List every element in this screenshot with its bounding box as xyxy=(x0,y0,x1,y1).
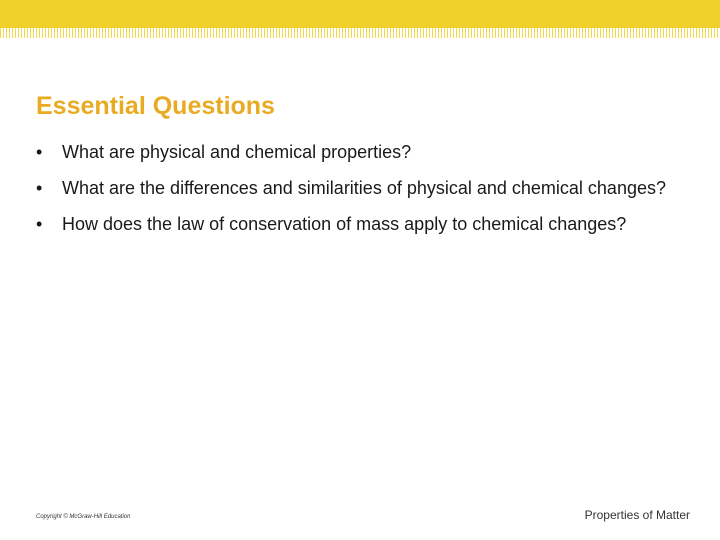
footer-section-title: Properties of Matter xyxy=(584,508,690,522)
bullet-item xyxy=(36,140,676,164)
slide-title: Essential Questions xyxy=(36,92,275,120)
bullet-text: What are physical and chemical properties? xyxy=(62,142,412,162)
bullet-marker: • xyxy=(36,142,43,162)
bullet-item xyxy=(36,176,676,200)
bullet-text: How does the law of conservation of mass apply to chemical changes? xyxy=(62,214,627,234)
copyright-notice: Copyright © McGraw-Hill Education xyxy=(36,514,131,520)
bullet-item xyxy=(36,212,676,236)
header-band xyxy=(0,0,720,28)
bullet-marker: • xyxy=(36,178,43,198)
bullet-list xyxy=(36,140,676,248)
bullet-marker: • xyxy=(36,214,43,234)
bullet-text: What are the differences and similarities of physical and chemical changes? xyxy=(62,178,666,198)
header-band-fade xyxy=(0,28,720,38)
